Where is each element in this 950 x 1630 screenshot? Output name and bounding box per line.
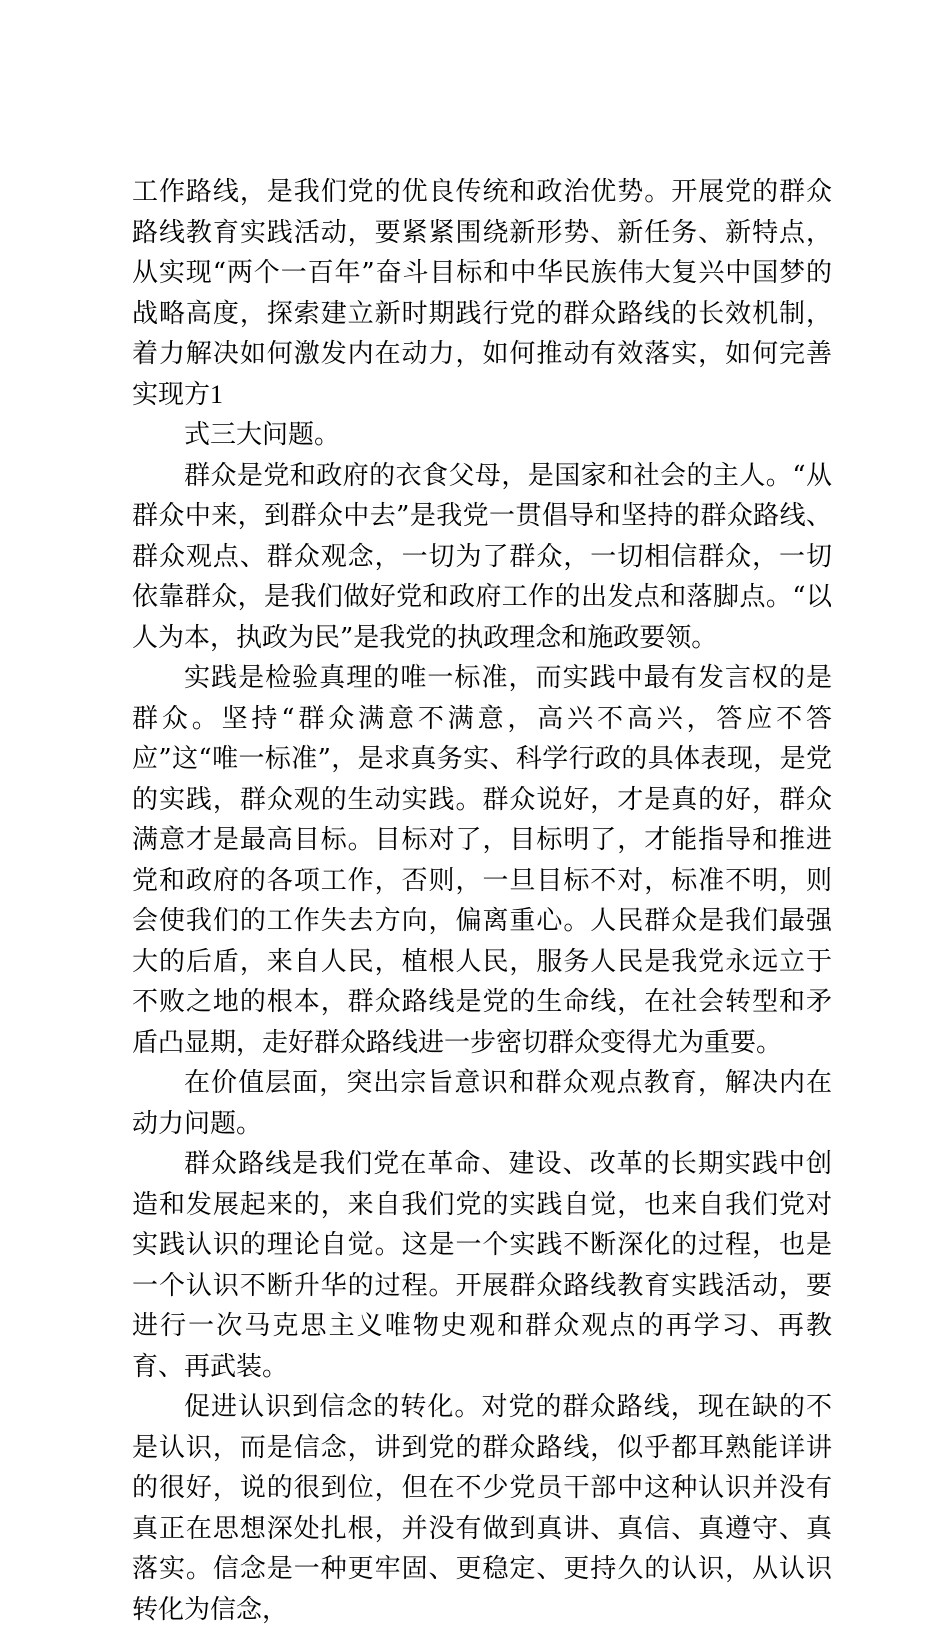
- paragraph-5: 群众路线是我们党在革命、建设、改革的长期实践中创造和发展起来的，来自我们党的实践自觉，也来自我们党对实践认识的理论自觉。这是一个实践不断深化的过程，也是一个认识不断升华的过程。开展群众路线教育实践活动，要进行一次马克思主义唯物史观和群众观点的再学习、再教育、再武装。: [132, 1149, 832, 1382]
- document-page: [132, 172, 832, 1630]
- paragraph-1: [132, 172, 832, 415]
- paragraph-1-continued: 式三大问题。: [184, 420, 341, 450]
- page-number: 1: [210, 379, 224, 409]
- paragraph-2: 群众是党和政府的衣食父母，是国家和社会的主人。“从群众中来，到群众中去”是我党一贯倡导和坚持的群众路线、群众观点、群众观念，一切为了群众，一切相信群众，一切依靠群众，是我们做好党和政府工作的出发点和落脚点。“以人为本，执政为民”是我党的执政理念和施政要领。: [132, 460, 832, 653]
- paragraph-6: 促进认识到信念的转化。对党的群众路线，现在缺的不是认识，而是信念，讲到党的群众路线，似乎都耳熟能详讲的很好，说的很到位，但在不少党员干部中这种认识并没有真正在思想深处扎根，并没有做到真讲、真信、真遵守、真落实。信念是一种更牢固、更稳定、更持久的认识，从认识转化为信念，: [132, 1392, 832, 1625]
- paragraph-3: 实践是检验真理的唯一标准，而实践中最有发言权的是群众。坚持“群众满意不满意，高兴不高兴，答应不答应”这“唯一标准”，是求真务实、科学行政的具体表现，是党的实践，群众观的生动实践。群众说好，才是真的好，群众满意才是最高目标。目标对了，目标明了，才能指导和推进党和政府的各项工作，否则，一旦目标不对，标准不明，则会使我们的工作失去方向，偏离重心。人民群众是我们最强大的后盾，来自人民，植根人民，服务人民是我党永远立于不败之地的根本，群众路线是党的生命线，在社会转型和矛盾凸显期，走好群众路线进一步密切群众变得尤为重要。: [132, 663, 832, 1058]
- paragraph-4: 在价值层面，突出宗旨意识和群众观点教育，解决内在动力问题。: [132, 1068, 832, 1139]
- paragraph-1-text: 工作路线，是我们党的优良传统和政治优势。开展党的群众路线教育实践活动，要紧紧围绕新形势、新任务、新特点，从实现“两个一百年”奋斗目标和中华民族伟大复兴中国梦的战略高度，探索建立新时期践行党的群众路线的长效机制，着力解决如何激发内在动力，如何推动有效落实，如何完善实现方: [132, 177, 832, 410]
